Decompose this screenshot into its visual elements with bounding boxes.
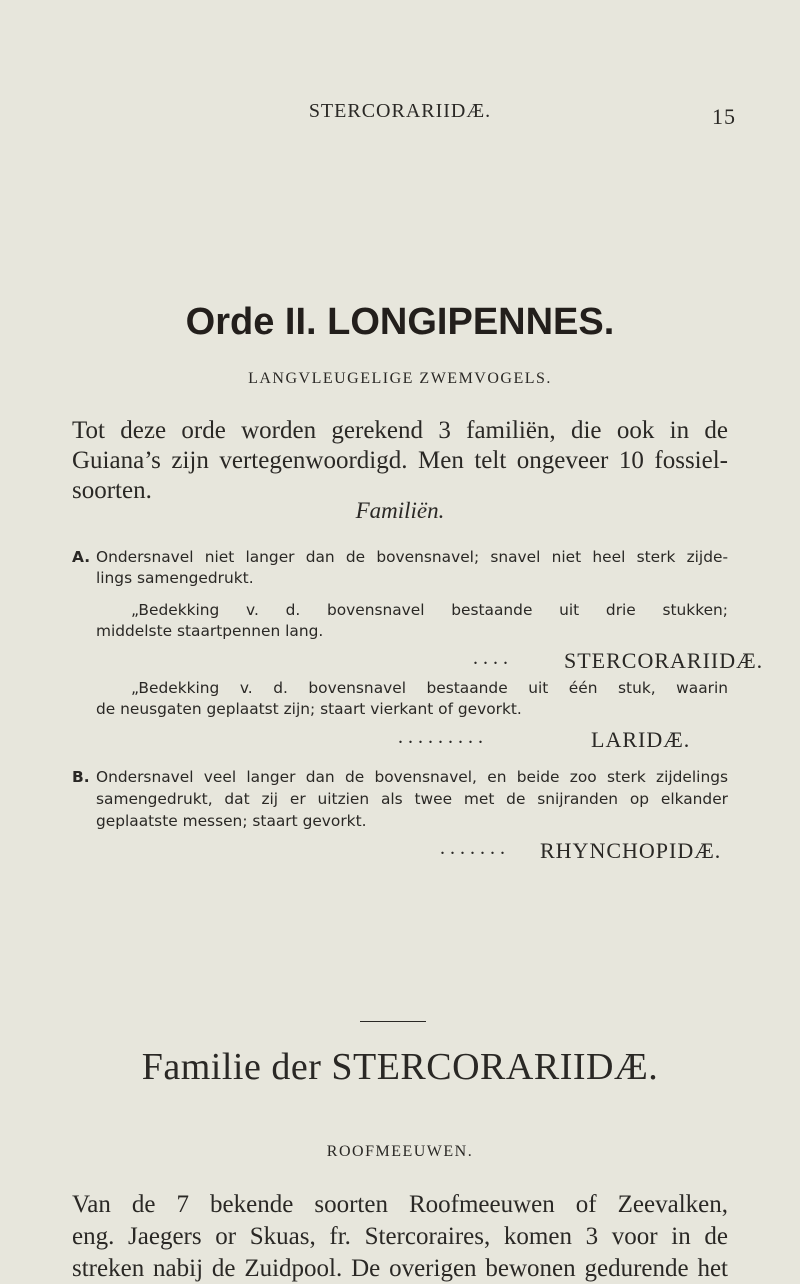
key-letter-b: B. (72, 768, 90, 786)
family-stercorariidae: STERCORARIIDÆ. (564, 648, 764, 673)
key-b-line: geplaatste messen; staart gevorkt. (96, 812, 367, 830)
intro-line: Tot deze orde worden gerekend 3 familiën, die ook in de (72, 417, 728, 444)
key-a-line: lings samengedrukt. (96, 569, 254, 587)
family-text-line: eng. Jaegers or Skuas, fr. Stercoraires, komen 3 voor in de (72, 1223, 728, 1250)
intro-line: Guiana’s zijn vertegenwoordigd. Men telt ongeveer 10 fossiel- (72, 447, 728, 474)
family-title: Familie der STERCORARIIDÆ. (141, 1046, 659, 1088)
leader-dots: . . . . (473, 647, 508, 669)
key-a-line: Ondersnavel niet langer dan de bovensnavel; snavel niet heel sterk zijde- (96, 548, 728, 566)
intro-line: soorten. (72, 477, 152, 504)
key-b-line: samengedrukt, dat zij er uitzien als twee met de snijranden op elkander (96, 790, 728, 808)
family-text-line: streken nabij de Zuidpool. De overigen bewonen gedurende het (72, 1255, 728, 1282)
section-divider (360, 1021, 426, 1022)
family-rhynchopidae: RHYNCHOPIDÆ. (540, 838, 722, 863)
leader-dots: . . . . . . . (440, 837, 505, 859)
key-a2-line: „Bedekking v. d. bovensnavel bestaande uit één stuk, waarin (131, 679, 728, 697)
key-b-line: Ondersnavel veel langer dan de bovensnavel, en beide zoo sterk zijdelings (96, 768, 728, 786)
key-a2-line: de neusgaten geplaatst zijn; staart vierkant of gevorkt. (96, 700, 522, 718)
key-a1-line: „Bedekking v. d. bovensnavel bestaande uit drie stukken; (131, 601, 728, 619)
page-number: 15 (712, 104, 736, 129)
order-subtitle: LANGVLEUGELIGE ZWEMVOGELS. (248, 370, 552, 387)
running-head: STERCORARIIDÆ. (308, 100, 492, 122)
key-letter-a: A. (72, 548, 91, 566)
family-subtitle: ROOFMEEUWEN. (326, 1143, 474, 1160)
key-a1-line: middelste staartpennen lang. (96, 622, 324, 640)
leader-dots: . . . . . . . . . (398, 726, 483, 748)
families-heading: Familiën. (355, 498, 445, 523)
family-laridae: LARIDÆ. (591, 727, 691, 752)
order-title: Orde II. LONGIPENNES. (185, 301, 615, 343)
family-text-line: Van de 7 bekende soorten Roofmeeuwen of Zeevalken, (72, 1191, 728, 1218)
